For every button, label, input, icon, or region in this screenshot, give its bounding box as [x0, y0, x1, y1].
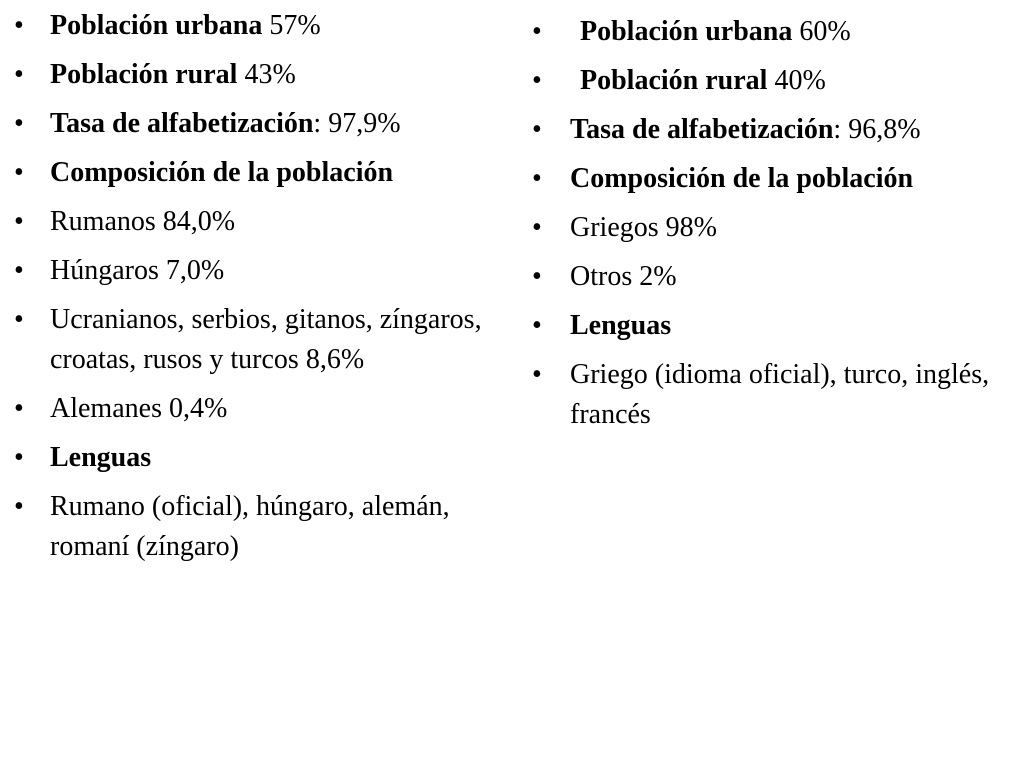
- list-item: [532, 12, 1012, 52]
- item-label: Lenguas: [570, 310, 672, 341]
- bullet: •: [14, 10, 24, 41]
- item-label: Población rural: [50, 59, 238, 90]
- bullet: •: [14, 157, 24, 188]
- item-value: : 96,8%: [833, 114, 921, 145]
- list-item: [532, 110, 1012, 150]
- list-item: [532, 159, 1012, 199]
- bullet: •: [532, 65, 542, 96]
- item-value: 40%: [767, 65, 826, 96]
- bullet: •: [532, 359, 542, 390]
- bullet: •: [532, 163, 542, 194]
- right-column-list: [532, 12, 1012, 444]
- list-item: [14, 153, 504, 193]
- bullet: •: [14, 304, 24, 335]
- item-value: Griego (idioma oficial), turco, inglés, francés: [570, 359, 990, 430]
- bullet: •: [14, 59, 24, 90]
- item-value: 57%: [262, 10, 321, 41]
- list-item: [14, 487, 504, 567]
- bullet: •: [14, 393, 24, 424]
- item-value: Otros 2%: [570, 261, 677, 292]
- item-value: : 97,9%: [313, 108, 401, 139]
- item-label: Composición de la población: [570, 163, 914, 194]
- list-item: [14, 389, 504, 429]
- item-label: Población urbana: [580, 16, 793, 47]
- item-label: Población rural: [580, 65, 768, 96]
- item-label: Lenguas: [50, 442, 152, 473]
- item-label: Composición de la población: [50, 157, 394, 188]
- item-label: Población urbana: [50, 10, 263, 41]
- bullet: •: [14, 442, 24, 473]
- item-value: 60%: [792, 16, 851, 47]
- list-item: [14, 202, 504, 242]
- bullet: •: [532, 310, 542, 341]
- bullet: •: [14, 206, 24, 237]
- list-item: [14, 251, 504, 291]
- item-value: 43%: [237, 59, 296, 90]
- bullet: •: [532, 114, 542, 145]
- item-label: Tasa de alfabetización: [570, 114, 834, 145]
- list-item: [532, 208, 1012, 248]
- list-item: [14, 438, 504, 478]
- list-item: [532, 306, 1012, 346]
- bullet: •: [14, 255, 24, 286]
- item-label: Tasa de alfabetización: [50, 108, 314, 139]
- bullet: •: [14, 491, 24, 522]
- item-value: Rumano (oficial), húngaro, alemán, romaní (zíngaro): [50, 491, 450, 562]
- bullet: •: [14, 108, 24, 139]
- list-item: [14, 6, 504, 46]
- list-item: [532, 61, 1012, 101]
- item-value: Húngaros 7,0%: [50, 255, 225, 286]
- left-column-list: [14, 6, 504, 576]
- bullet: •: [532, 16, 542, 47]
- list-item: [532, 257, 1012, 297]
- item-value: Rumanos 84,0%: [50, 206, 236, 237]
- item-value: Griegos 98%: [570, 212, 717, 243]
- list-item: [14, 55, 504, 95]
- list-item: [14, 104, 504, 144]
- item-value: Ucranianos, serbios, gitanos, zíngaros, croatas, rusos y turcos 8,6%: [50, 304, 482, 375]
- list-item: [14, 300, 504, 380]
- bullet: •: [532, 261, 542, 292]
- bullet: •: [532, 212, 542, 243]
- list-item: [532, 355, 1012, 435]
- item-value: Alemanes 0,4%: [50, 393, 228, 424]
